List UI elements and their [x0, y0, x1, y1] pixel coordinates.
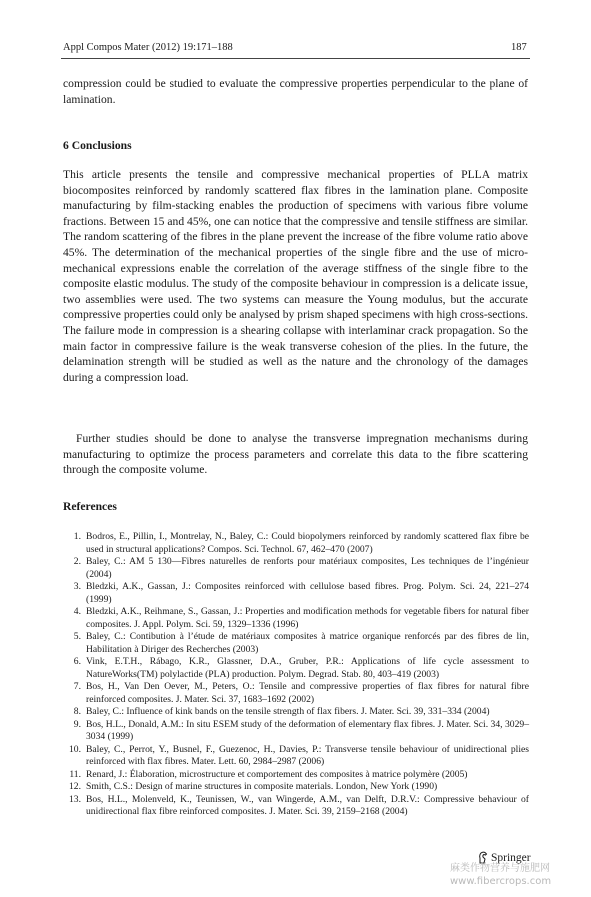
reference-text: Smith, C.S.: Design of marine structures in composite materials. London, New York (1990) — [86, 781, 438, 792]
site-watermark — [450, 862, 590, 888]
references-heading: References — [63, 500, 117, 513]
reference-number: 6. — [73, 656, 81, 667]
reference-item — [63, 681, 529, 706]
intro-paragraph: compression could be studied to evaluate the compressive properties perpendicular to the plane of lamination. — [63, 77, 528, 106]
reference-number: 10. — [69, 743, 81, 755]
reference-list — [63, 531, 529, 819]
reference-item — [63, 706, 529, 719]
reference-text: Bos, H., Van Den Oever, M., Peters, O.: Tensile and compressive properties of flax fibres for natural fibre reinforced composites. J. Mater. Sci. 37, 1683–1692 (2002) — [86, 681, 529, 705]
reference-item — [63, 769, 529, 782]
reference-item — [63, 556, 529, 581]
reference-item — [63, 656, 529, 681]
reference-item — [63, 794, 529, 819]
reference-text: Bodros, E., Pillin, I., Montrelay, N., Baley, C.: Could biopolymers reinforced by randomly scattered flax fibre be used in structural applications? Compos. Sci. Technol. 67, 462–470 (2007) — [86, 531, 529, 555]
reference-text: Bledzki, A.K., Reihmane, S., Gassan, J.: Properties and modification methods for vegetable fibers for natural fiber composites. J. Appl. Polym. Sci. 59, 1329–1336 (1996) — [86, 606, 529, 630]
running-header-journal: Appl Compos Mater (2012) 19:171–188 — [63, 42, 233, 53]
reference-item — [63, 581, 529, 606]
reference-text: Bos, H.L., Molenveld, K., Teunissen, W., van Wingerde, A.M., van Delft, D.R.V.: Compressive behaviour of unidirectional flax fibre reinforced composites. J. Mater. Sci. 39, 2159–2168 (2004) — [86, 793, 529, 817]
reference-number: 7. — [73, 681, 81, 692]
reference-number: 9. — [73, 718, 81, 730]
reference-text: Bledzki, A.K., Gassan, J.: Composites reinforced with cellulose based fibres. Prog. Polym. Sci. 24, 221–274 (1999) — [86, 581, 529, 605]
springer-wordmark: Springer — [491, 851, 531, 864]
reference-text: Baley, C., Perrot, Y., Busnel, F., Guezenoc, H., Davies, P.: Transverse tensile behaviour of unidirectional plies reinforced with flax fibres. Mater. Lett. 60, 2984–2987 (2006) — [86, 743, 529, 767]
conclusions-paragraph-1: This article presents the tensile and compressive mechanical properties of PLLA matrix biocomposites reinforced by randomly scattered flax fibres in the lamination plane. Composite manufacturing by film-stacking enables the production of specimens with various fibre volume fractions. Between 15 and 45%, one can notice that the compressive and tensile stiffness are similar. The random scattering of the fibres in the plane prevent the increase of the fibre volume ratio above 45%. The determination of the mechanical properties of the single fibre and the use of micro-mechanical expressions enable the correlation of the average stiffness of the single fibre to the composite elastic modulus. The study of the composite behaviour in compression is a delicate issue, two assemblies were used. The two systems can measure the Young modulus, but the accurate compressive properties could only be analysed by prism shaped specimens with high cross-sections. The failure mode in compression is a shearing collapse with interlaminar crack propagation. So the main factor in compressive failure is the weak transverse cohesion of the plies. In the future, the delamination strength will be studied as well as the nature and the chronology of the damages during a compression load. — [63, 168, 528, 384]
reference-text: Vink, E.T.H., Rábago, K.R., Glassner, D.A., Gruber, P.R.: Applications of life cycle assessment to NatureWorks(TM) polylactide (PLA) production. Polym. Degrad. Stab. 80, 403–419 (2003) — [86, 656, 529, 680]
reference-number: 3. — [73, 581, 81, 592]
reference-number: 1. — [73, 531, 81, 542]
reference-item — [63, 606, 529, 631]
watermark-url: www.fibercrops.com — [450, 876, 552, 887]
reference-item — [63, 719, 529, 744]
reference-number: 2. — [73, 556, 81, 567]
reference-number: 12. — [69, 781, 81, 792]
watermark-chinese-text: 麻类作物营养与施肥网 — [450, 863, 550, 874]
reference-number: 4. — [73, 606, 81, 617]
reference-text: Baley, C.: Influence of kink bands on the tensile strength of flax fibers. J. Mater. Sci. 39, 331–334 (2004) — [86, 706, 490, 717]
reference-item — [63, 531, 529, 556]
reference-item — [63, 744, 529, 769]
reference-text: Baley, C.: Contibution à l’étude de matériaux composites à matrice organique renforcés par des fibres de lin, Habilitation à Diriger des Recherches (2003) — [86, 631, 529, 655]
reference-number: 8. — [73, 706, 81, 717]
reference-number: 5. — [73, 631, 81, 642]
conclusions-heading: 6 Conclusions — [63, 139, 132, 152]
reference-text: Bos, H.L., Donald, A.M.: In situ ESEM study of the deformation of elementary flax fibres. J. Mater. Sci. 34, 3029–3034 (1999) — [86, 718, 529, 742]
reference-item — [63, 781, 529, 794]
reference-number: 13. — [69, 793, 81, 805]
reference-item — [63, 631, 529, 656]
reference-number: 11. — [69, 768, 81, 780]
reference-text: Baley, C.: AM 5 130—Fibres naturelles de renforts pour matériaux composites, Les techniques de l’ingénieur (2004) — [86, 556, 529, 580]
running-header-page-number: 187 — [511, 42, 527, 53]
conclusions-paragraph-2: Further studies should be done to analyse the transverse impregnation mechanisms during manufacturing to optimize the process parameters and correlate this data to the fibre scattering through the composite volume. — [63, 432, 528, 477]
header-divider — [61, 58, 530, 59]
reference-text: Renard, J.: Élaboration, microstructure et comportement des composites à matrice polymère (2005) — [86, 768, 468, 780]
